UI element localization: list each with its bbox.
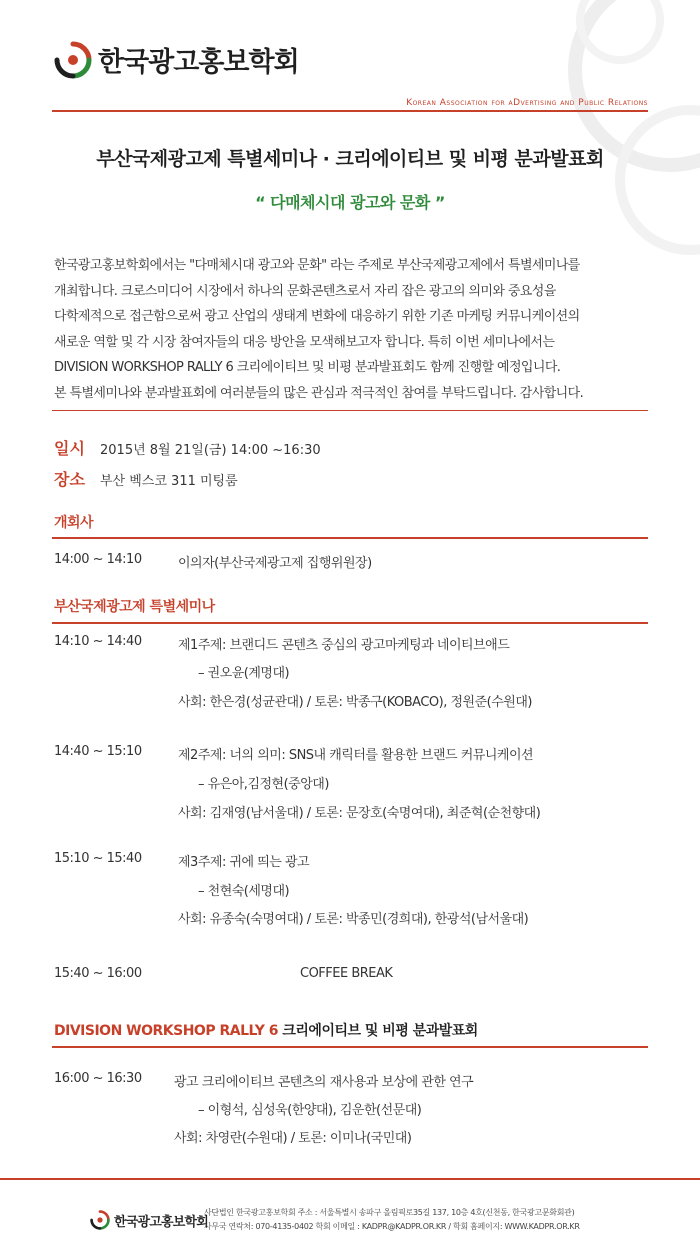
date-label: 일시 [54, 439, 85, 458]
footer-org-name: 한국광고홍보학회 [114, 1214, 209, 1230]
intro-paragraph [54, 253, 654, 406]
topic-panel: 사회: 김재영(남서울대) / 토론: 문장호(숙명여대), 최준혁(순천향대) [178, 806, 541, 821]
org-logo [54, 40, 299, 79]
topic-panel: 사회: 유종숙(숙명여대) / 토론: 박종민(경희대), 한광석(남서울대) [178, 912, 529, 927]
page-title: 부산국제광고제 특별세미나 · 크리에이티브 및 비평 분과발표회 [96, 148, 604, 170]
date-value: 2015년 8월 21일(금) 14:00 ~16:30 [100, 443, 321, 458]
schedule-time: 15:40 ~ 16:00 [54, 966, 142, 981]
intro-line: 새로운 역할 및 각 시장 참여자들의 대응 방안을 모색해보고자 합니다. 특히 이번 세미나에서는 [54, 334, 555, 350]
workshop-heading-dark: 크리에이티브 및 비평 분과발표회 [282, 1023, 478, 1039]
topic-panel: 사회: 차영란(수원대) / 토론: 이미나(국민대) [174, 1131, 412, 1146]
topic-title: 제2주제: 너의 의미: SNS내 캐릭터를 활용한 브랜드 커뮤니케이션 [178, 748, 534, 763]
intro-line: 한국광고홍보학회에서는 "다매체시대 광고와 문화" 라는 주제로 부산국제광고제에서 특별세미나를 [54, 258, 580, 273]
org-emblem-icon [54, 41, 92, 79]
topic-panel: 사회: 한은경(성균관대) / 토론: 박종구(KOBACO), 정원준(수원대) [178, 695, 532, 710]
schedule-time: 14:00 ~ 14:10 [54, 552, 142, 567]
page-subtitle: “ 다매체시대 광고와 문화 ” [255, 193, 445, 212]
schedule-text: 이의자(부산국제광고제 집행위원장) [178, 556, 372, 571]
coffee-break-label: COFFEE BREAK [300, 966, 393, 981]
section-divider [52, 622, 648, 624]
topic-title: 제1주제: 브랜디드 콘텐츠 중심의 광고마케팅과 네이티브애드 [178, 638, 510, 653]
topic-presenter: – 유은아,김정현(중앙대) [198, 777, 329, 792]
section-divider [52, 537, 648, 539]
workshop-heading-red: DIVISION WORKSHOP RALLY 6 [54, 1023, 278, 1039]
footer-emblem-icon [90, 1210, 110, 1230]
intro-line: 본 특별세미나와 분과발표회에 여러분들의 많은 관심과 적극적인 참여를 부탁드립니다. 감사합니다. [54, 385, 584, 401]
topic-presenter: – 권오윤(계명대) [198, 666, 290, 681]
header-divider [52, 110, 648, 112]
footer-divider [0, 1178, 700, 1180]
footer-line-1: 사단법인 한국광고홍보학회 주소 : 서울특별시 송파구 올림픽로35길 137, 10층 4호(신천동, 한국광고문화회관) [204, 1208, 575, 1217]
org-name-english: Korean Association for aDvertising and Public Relations [406, 98, 648, 108]
topic-title: 제3주제: 귀에 띄는 광고 [178, 855, 310, 870]
intro-line: DIVISION WORKSHOP RALLY 6 크리에이티브 및 비평 분과발표회도 함께 진행할 예정입니다. [54, 360, 561, 375]
place-label: 장소 [54, 470, 85, 489]
topic-presenter: – 천현숙(세명대) [198, 884, 290, 899]
footer-info [204, 1206, 580, 1234]
event-place [54, 467, 238, 490]
schedule-time: 16:00 ~ 16:30 [54, 1071, 142, 1086]
schedule-time: 14:10 ~ 14:40 [54, 634, 142, 649]
topic-presenter: – 이형석, 심성욱(한양대), 김운한(선문대) [198, 1103, 422, 1118]
topic-title: 광고 크리에이티브 콘텐츠의 재사용과 보상에 관한 연구 [174, 1075, 474, 1090]
footer-logo [90, 1210, 208, 1230]
schedule-time: 14:40 ~ 15:10 [54, 744, 142, 759]
section-divider [52, 1046, 648, 1048]
place-value: 부산 벡스코 311 미팅룸 [100, 474, 238, 489]
header [0, 0, 700, 112]
intro-line: 개최합니다. 크로스미디어 시장에서 하나의 문화콘텐츠로서 자리 잡은 광고의 의미와 중요성을 [54, 283, 556, 299]
intro-divider [52, 410, 648, 411]
footer-line-2: 사무국 연락처: 070-4135-0402 학회 이메일 : KADPR@KADPR.OR.KR / 학회 홈페이지: WWW.KADPR.OR.KR [204, 1222, 580, 1231]
section-heading-workshop [54, 1020, 478, 1040]
schedule-time: 15:10 ~ 15:40 [54, 851, 142, 866]
section-heading-seminar: 부산국제광고제 특별세미나 [54, 599, 215, 615]
intro-line: 다학제적으로 접근함으로써 광고 산업의 생태계 변화에 대응하기 위한 기존 마케팅 커뮤니케이션의 [54, 309, 580, 324]
section-heading-opening: 개회사 [54, 515, 94, 531]
event-date [54, 436, 321, 459]
org-name: 한국광고홍보학회 [98, 47, 299, 78]
